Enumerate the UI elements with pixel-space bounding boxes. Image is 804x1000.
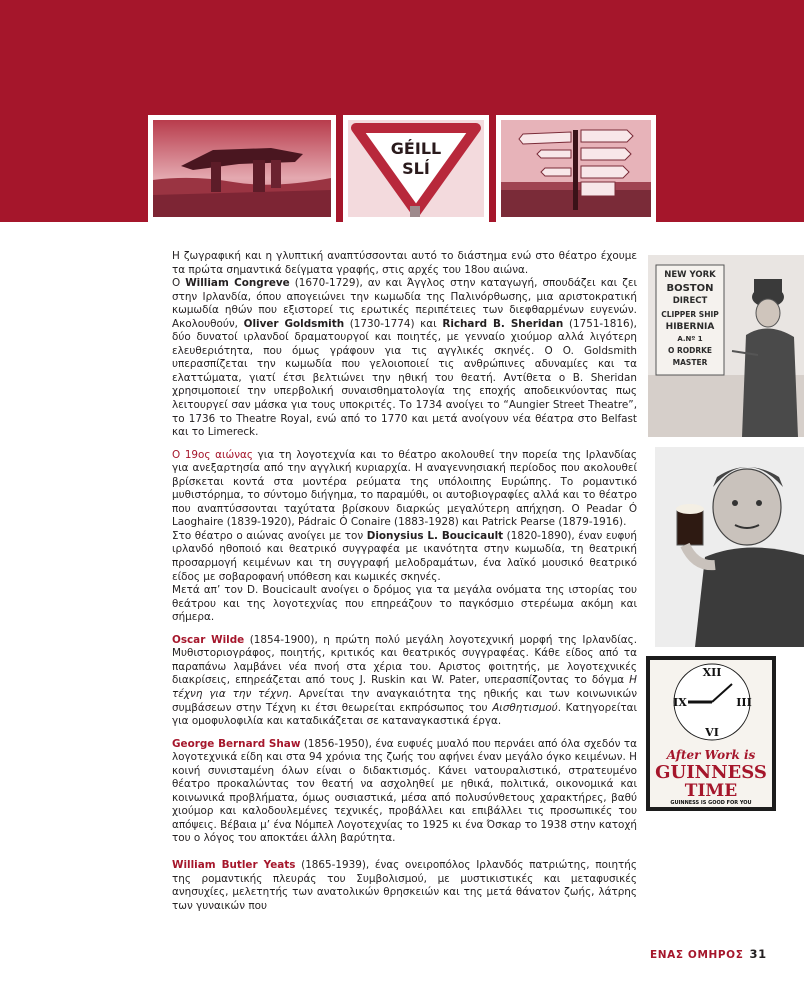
yield-sign-photo [343,115,489,222]
svg-text:XII: XII [702,666,722,679]
guinness-clock-poster [646,656,776,811]
poster-line-3: DIRECT [672,296,708,306]
paragraph-yeats: William Butler Yeats (1865-1939), ένας ονειροπόλος Ιρλανδός πατριώτης, ποιητής της ρομαντικής πλευράς του Συμβολισμού, με μυστικιστικές και μεταφυσικές ανησυχίες, μελετητής των ανατολικών θρησκειών και της μετά θάνατον ζωής, λάτρης των γυναικών που [172,858,637,912]
poster-line-2: BOSTON [666,283,714,294]
article-body [172,250,637,913]
clipper-ship-poster-illustration [648,255,804,437]
heading-oscar-wilde: Oscar Wilde [172,633,245,646]
name-boucicault: Dionysius L. Boucicault [366,529,504,542]
heading-bernard-shaw: George Bernard Shaw [172,737,301,750]
name-congreve: William Congreve [185,277,290,290]
poster-line-8: MASTER [672,358,708,367]
page-footer [650,947,767,961]
footer-label: ΕΝΑΣ ΟΜΗΡΟΣ [650,949,744,961]
guinness-line2: GUINNESS [655,762,767,783]
poster-line-7: O RODRKE [667,346,713,355]
name-sheridan: Richard B. Sheridan [442,317,564,330]
paragraph-18th-century: Η ζωγραφική και η γλυπτική αναπτύσσονται αυτό το διάστημα ενώ στο θέατρο έχουμε τα πρώτα σημαντικά δείγματα γραφής, στις αρχές του 18ου αιώνα. O William Congreve (1670-1729), αν και Άγγλος στην καταγωγή, σπουδάζει και ζει στην Ιρλανδία, όπου απογειώνει την κωμωδία της Παλινόρθωσης, μια αριστοκρατική κωμωδία ηθών που εξιστορεί τις ερωτικές περιπέτειες των διεφθαρμένων ευγενών. Ακολουθούν, Oliver Goldsmith (1730-1774) και Richard B. Sheridan (1751-1816), δύο δυνατοί ιρλανδοί δραματουργοί και ποιητές, με γενναίο χιούμορ αλλά λιγότερη ελευθεριότητα, που όμως γράφουν για τις αγγλικές σκηνές. Ο O. Goldsmith υπερασπίζεται την κωμωδία που γελοιοποιεί τις ανθρώπινες αδυναμίες και τα ελαττώματα, γιατί έτσι βελτιώνει την ηθική του θεατή. Αντίθετα ο B. Sheridan χρησιμοποιεί την υπερβολική συναισθηματολογία της εποχής αποδεικνύοντας πως λειτουργεί σαν μάσκα για τους υποκριτές. Το 1734 ανοίγει το “Aungier Street Theatre”, το 1736 το Theatre Royal, ενώ από το 1770 και μετά ανοίγουν νέα θέατρα στο Belfast και το Limereck. [172,250,637,439]
svg-text:IX: IX [673,696,687,709]
guinness-line3: TIME [684,781,738,801]
heading-19th-century: Ο 19ος αιώνας [172,448,253,461]
svg-text:VI: VI [705,726,719,739]
signpost-photo [496,115,656,222]
paragraph-bernard-shaw: George Bernard Shaw (1856-1950), ένα ευφυές μυαλό που περνάει από όλα σχεδόν τα λογοτεχνικά είδη και στα 94 χρόνια της ζωής του αφήνει έναν μεγάλο όγκο κειμένων. Η κοινή συνισταμένη όλων είναι ο διδακτισμός. Κάνει νατουραλιστικό, στρατευμένο θέατρο προκαλώντας τον θεατή να ασχοληθεί με ηθικά, πολιτικά, οικονομικά και κοινωνικά προβλήματα, όμως ουσιαστικά, μέσα από πολυσύνθετους χαρακτήρες, βαθύ χιούμορ και καλοδουλεμένες τεχνικές, προβάλλει και επιβάλλει τις προσωπικές του απόψεις. Βέβαια μ’ ένα Νόμπελ Λογοτεχνίας το 1925 κι ένα Όσκαρ το 1938 στην κατοχή του ο λόγος του αποκτάει άλλη βαρύτητα. [172,737,637,845]
paragraph-oscar-wilde: Oscar Wilde (1854-1900), η πρώτη πολύ μεγάλη λογοτεχνική μορφή της Ιρλανδίας. Μυθιστοριογράφος, ποιητής, κριτικός και θεατρικός συγγραφέας. Κάθε είδος από τα παραπάνω λαμβάνει νέα πνοή στα χέρια του. Αριστος φοιτητής, με λογοτεχνικές διακρίσεις, επηρεάζεται από τους J. Ruskin και W. Pater, υπερασπίζοντας το δόγμα Η τέχνη για την τέχνη. Αρνείται την αναγκαιότητα της ηθικής και των κοινωνικών συμβάσεων στην Τέχνη κι έτσι θεωρείται εκπρόσωπος του Αισθητισμού. Κατηγορείται για ομοφυλοφιλία και καταδικάζεται σε καταναγκαστικά έργα. [172,633,638,728]
poster-line-4: CLIPPER SHIP [661,310,719,319]
name-goldsmith: Oliver Goldsmith [243,317,345,330]
guinness-line1: After Work is [666,748,756,762]
guinness-tagline: GUINNESS IS GOOD FOR YOU [670,800,752,806]
svg-text:III: III [736,696,752,709]
poster-line-5: HIBERNIA [665,322,715,332]
poster-line-1: NEW YORK [664,270,716,280]
poster-line-6: A.Nº 1 [677,335,703,343]
sign-line1: GÉILL [390,139,442,158]
page-number: 31 [749,947,767,961]
paragraph-19th-century: Ο 19ος αιώνας για τη λογοτεχνία και το θέατρο ακολουθεί την πορεία της Ιρλανδίας για ανεξαρτησία από την αγγλική κυριαρχία. Η αναγεννησιακή περίοδος που ακολουθεί βρίσκεται κοντά στα μοντέρα ρεύματα της υπόλοιπης Ευρώπης. Το ρομαντικό μυθιστόρημα, το σύντομο διήγημα, το παραμύθι, οι αυτοβιογραφίες αλλά και το θέατρο που αναπτύσσονται ταχύτατα βρίσκουν διαρκώς μεγαλύτερη απήχηση. Ο Peadar Ó Laoghaire (1839-1920), Pádraic Ó Conaire (1883-1928) και Patrick Pearse (1879-1916). Στο θέατρο ο αιώνας ανοίγει με τον Dionysius L. Boucicault (1820-1890), έναν ευφυή ιρλανδό ηθοποιό και θεατρικό συγγραφέα με ικανότητα στην κωμωδία, τη θεατρική προσαρμογή κειμένων και τη συγγραφή μελοδραμάτων, ένα λαϊκό μουσικό θεατρικό είδος με σοβαροφανή υπόθεση και κωμικές σκηνές. Μετά απ’ τον D. Boucicault ανοίγει ο δρόμος για τα μεγάλα ονόματα της ιστορίας του θεάτρου και της λογοτεχνίας που επηρεάζουν το παγκόσμιο στερέωμα ακόμη και σήμερα. [172,448,637,624]
sign-line2: SLÍ [402,159,430,178]
dolmen-photo [148,115,336,222]
heading-yeats: William Butler Yeats [172,858,296,871]
man-with-pint-illustration [655,447,804,647]
